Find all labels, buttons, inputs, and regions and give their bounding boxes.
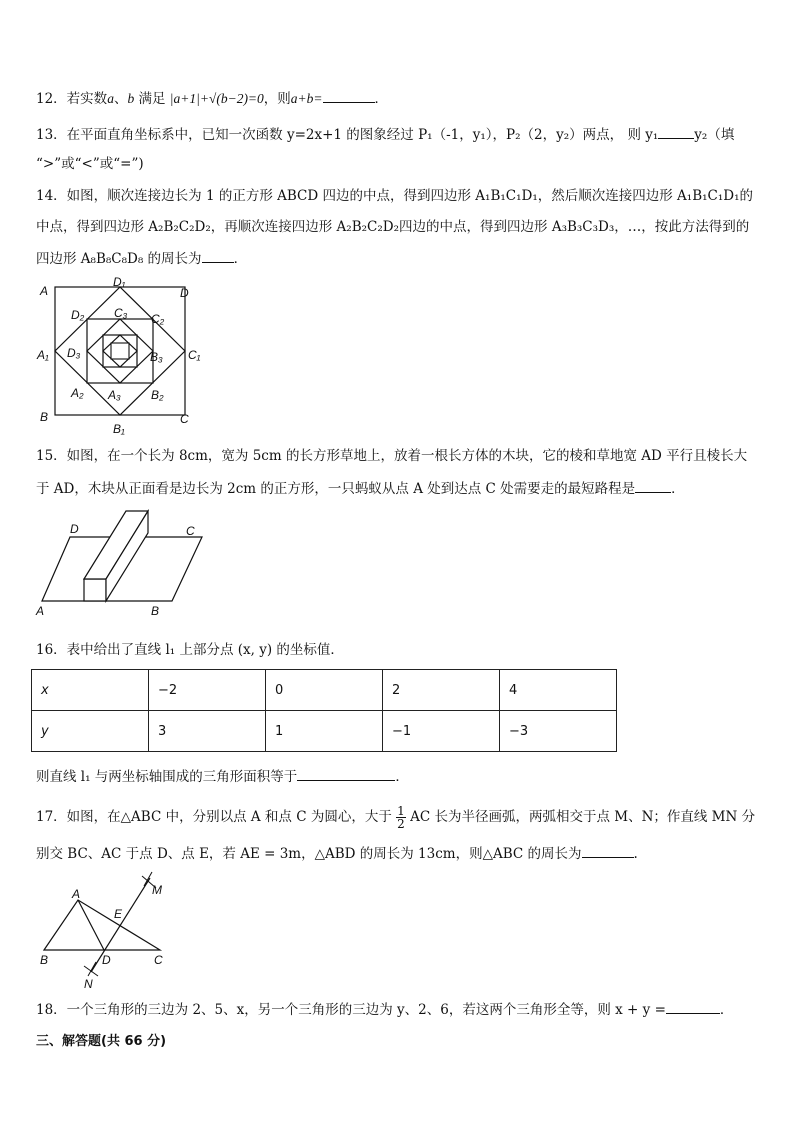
answer-blank[interactable] [582,843,634,858]
q13-text-2: “>”或“<”或“=”) [36,156,144,172]
label-d3: D₃ [67,346,81,360]
q15-end: ． [671,481,685,497]
q14-text-3: 四边形 A₈B₈C₈D₈ 的周长为 [36,251,202,267]
q14-end: ． [233,251,248,267]
q15-text-2: 于 AD，木块从正面看是边长为 2cm 的正方形，一只蚂蚁从点 A 处到达点 C 处需要走的最短路程是 [36,481,636,497]
table-cell: −1 [383,711,500,752]
q16-after-text: 则直线 l₁ 与两坐标轴围成的三角形面积等于 [36,769,298,785]
label-a3: A₃ [108,388,121,402]
table-cell: 3 [149,711,266,752]
label-b: B [40,410,49,424]
question-17-line-2 [36,843,638,864]
label-b: B [151,604,160,618]
q17-text-a: 17．如图，在△ABC 中，分别以点 A 和点 C 为圆心，大于 [36,809,392,825]
question-13-line-2 [36,154,144,174]
q18-text: 18．一个三角形的三边为 2、5、x，另一个三角形的三边为 y、2、6，若这两个三角形全等，则 x + y = [36,1002,666,1018]
question-13-line-1 [36,124,734,145]
q12-var-a: a [107,91,114,106]
table-row [32,670,617,711]
question-12 [36,88,388,109]
q12-sum: a+b= [290,91,323,106]
question-14-line-2: 中点，得到四边形 A₂B₂C₂D₂，再顺次连接四边形 A₂B₂C₂D₂四边的中点，得到四边形 A₃B₃C₃D₃，…，按此方法得到的 [36,219,750,235]
question-15-line-2 [36,478,685,499]
square-3 [87,319,153,383]
square-2 [87,319,153,383]
question-16-intro: 16．表中给出了直线 l₁ 上部分点 (x, y) 的坐标值． [36,642,344,658]
label-e: E [114,907,123,921]
table-cell: 2 [383,670,500,711]
table-cell: −3 [500,711,617,752]
label-d: D [102,953,111,967]
q12-sep: 、 [113,91,128,107]
answer-blank[interactable] [323,88,375,103]
label-d1: D₁ [113,275,126,289]
label-d: D [70,522,79,536]
answer-blank[interactable] [635,478,671,493]
square-5 [103,335,137,367]
lawn-block-figure [30,505,210,620]
table-cell: 1 [266,711,383,752]
table-row [32,711,617,752]
q13-text-after: y₂（填 [694,127,735,143]
label-d: D [180,286,189,300]
q12-end: ． [374,91,389,107]
answer-blank[interactable] [297,766,395,781]
label-c3: C₃ [114,306,128,320]
table-cell: y [32,711,149,752]
table-cell: 0 [266,670,383,711]
label-c2: C₂ [151,312,165,326]
label-n: N [84,977,93,991]
q17-text-b: AC 长为半径画弧，两弧相交于点 M、N；作直线 MN 分 [410,809,756,825]
q16-end: ． [395,769,409,785]
label-b2: B₂ [151,388,164,402]
label-c1: C₁ [188,348,201,362]
question-17-line-1 [36,805,755,830]
label-c: C [180,412,189,426]
nested-squares-figure [30,275,210,437]
answer-blank[interactable] [666,999,720,1014]
q12-lead: 12．若实数 [36,91,108,107]
question-18 [36,999,733,1020]
square-4 [103,335,137,367]
q17-text-2: 别交 BC、AC 于点 D、点 E，若 AE = 3m，△ABD 的周长为 13cm，则△ABC 的周长为 [36,846,582,862]
coordinate-table [31,669,617,752]
q18-end: ． [719,1002,734,1018]
table-cell: x [32,670,149,711]
label-d2: D₂ [71,308,85,322]
question-14-line-1: 14．如图，顺次连接边长为 1 的正方形 ABCD 四边的中点，得到四边形 A₁B₁C₁D₁，然后顺次连接四边形 A₁B₁C₁D₁的 [36,188,754,204]
label-b1: B₁ [113,422,125,436]
table-cell: 4 [500,670,617,711]
square-6 [111,343,129,359]
label-b3: B₃ [150,350,163,364]
table-cell: −2 [149,670,266,711]
label-a: A [40,284,49,298]
q13-text: 13．在平面直角坐标系中，已知一次函数 y=2x+1 的图象经过 P₁（-1，y₁），P₂（2，y₂）两点， 则 y₁ [36,127,659,143]
section-heading: 三、解答题(共 66 分) [36,1034,167,1049]
label-a: A [72,887,81,901]
q12-formula: |a+1|+√(b−2)=0 [169,91,264,106]
q12-then: ，则 [263,91,291,107]
triangle-perpendicular-bisector-figure [34,870,184,995]
question-15-line-1: 15．如图，在一个长为 8cm，宽为 5cm 的长方形草地上，放着一根长方体的木块，它的棱和草地宽 AD 平行且棱长大 [36,448,748,464]
q17-end: . [633,846,638,862]
answer-blank[interactable] [202,248,234,263]
question-14-line-3 [36,248,247,269]
q12-cond: 满足 [134,91,170,107]
answer-blank[interactable] [658,124,694,139]
label-b: B [40,953,49,967]
label-c: C [154,953,163,967]
question-16-after [36,766,409,787]
label-c: C [186,524,195,538]
label-m: M [152,883,162,897]
label-a: A [36,604,45,618]
label-a1: A₁ [37,348,49,362]
label-a2: A₂ [71,386,84,400]
one-half-fraction: $\frac{1}{2}$ [397,804,405,831]
q12-var-b: b [127,91,135,106]
